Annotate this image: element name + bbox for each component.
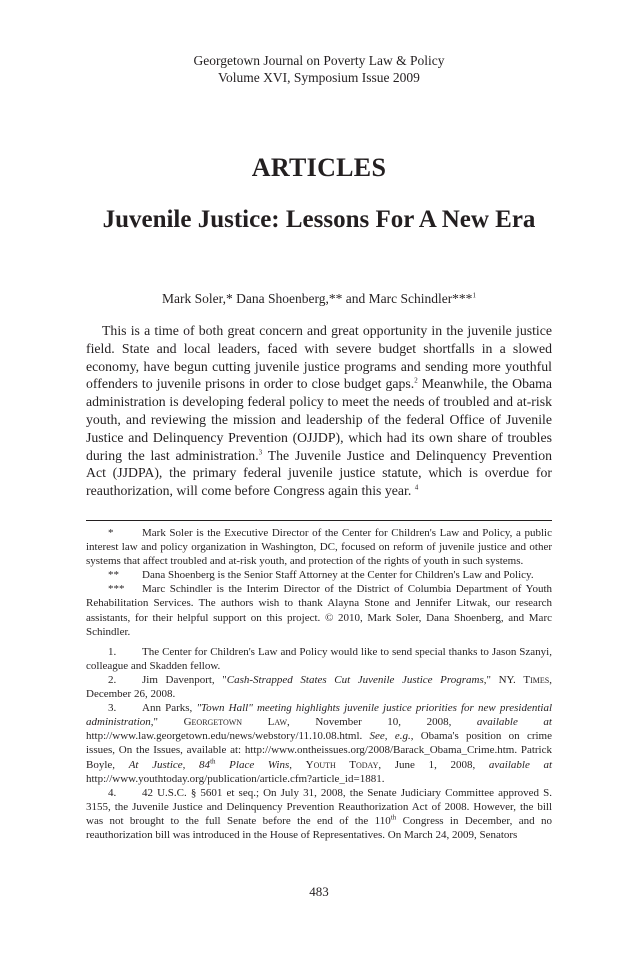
footnote-ref-2: 2: [414, 376, 418, 385]
footnote-1: 1. The Center for Children's Law and Policy would like to send special thanks to Jason Szanyi, colleague and Skadden fellow.: [86, 645, 552, 672]
journal-name: Georgetown Journal on Poverty Law & Policy: [193, 53, 445, 68]
body-paragraph: This is a time of both great concern and great opportunity in the juvenile justice field. State and local leaders, faced with severe budget shortfalls in a slowed economy, have begun cutting juvenile justice programs and sending more youthful offenders to juvenile prisons in order to close budget gaps.$^2$ Meanwhile, the Obama administration is developing federal policy to meet the needs of troubled and at-risk youth, and reviewing the mission and leadership of the federal Office of Juvenile Justice and Delinquency Prevention (OJJDP), which had its own share of troubles during the last administration.$^3$ The Juvenile Justice and Delinquency Prevention Act (JJDPA), the primary federal juvenile justice statute, which is overdue for reauthorization, will come before Congress again this year. $^4$: [86, 323, 552, 499]
journal-volume: Volume XVI, Symposium Issue 2009: [218, 70, 420, 85]
footnote-3: 3. Ann Parks, "Town Hall" meeting highlights juvenile justice priorities for new presidential administration," Georgetown Law, November 10, 2008, available at http://www.law.georgetown.edu/news/webstory/11.10.08.html. See, e.g., Obama's position on crime issues, On the Issues, available at: http://www.ontheissues.org/2008/Barack_Obama_Crime.htm. Patrick Boyle, At Justice, 84th Place Wins, Youth Today, June 1, 2008, available at http://www.youthtoday.org/publication/article.cfm?article_id=1881.: [86, 702, 553, 785]
footnote-author-1: * Mark Soler is the Executive Director of the Center for Children's Law and Policy, a public interest law and policy organization in Washington, DC, focused on reform of juvenile justice and other systems that affect troubled and at-risk youth, and protection of the rights of youth in such systems.: [86, 527, 552, 568]
footnote-ref-1: 1: [472, 291, 476, 300]
section-heading: ARTICLES: [251, 153, 387, 182]
author-line: [0, 290, 638, 308]
author-names: Mark Soler,* Dana Shoenberg,** and Marc Schindler***: [162, 291, 473, 306]
footnote-ref-4: 4: [414, 483, 419, 492]
page-number: 483: [309, 884, 329, 899]
footnote-4: 4. 42 U.S.C. § 5601 et seq.; On July 31, 2008, the Senate Judiciary Committee approved S. 3155, the Juvenile Justice and Delinquency Prevention Reauthorization Act of 2008. However, the bill was not brought to the full Senate before the end of the 110th Congress in December, and no reauthorization bill was introduced in the House of Representatives. On March 24, 2009, Senators: [86, 786, 553, 841]
article-title: Juvenile Justice: Lessons For A New Era: [102, 206, 536, 233]
running-header: [0, 52, 638, 86]
footnote-divider: [86, 520, 552, 521]
footnote-author-2: ** Dana Shoenberg is the Senior Staff Attorney at the Center for Children's Law and Policy.: [108, 569, 534, 582]
footnote-ref-3: 3: [258, 447, 263, 456]
body-text: [86, 322, 552, 500]
footnote-2: 2. Jim Davenport, "Cash-Strapped States Cut Juvenile Justice Programs," NY. Times, December 26, 2008.: [86, 673, 553, 701]
footnotes: [86, 526, 552, 842]
footnote-author-3: *** Marc Schindler is the Interim Director of the District of Columbia Department of Youth Rehabilitation Services. The authors wish to thank Alayna Stone and Jennifer Litwak, our research assistants, for their helpful support on this project. © 2010, Mark Soler, Dana Shoenberg, and Marc Schindler.: [86, 583, 552, 638]
